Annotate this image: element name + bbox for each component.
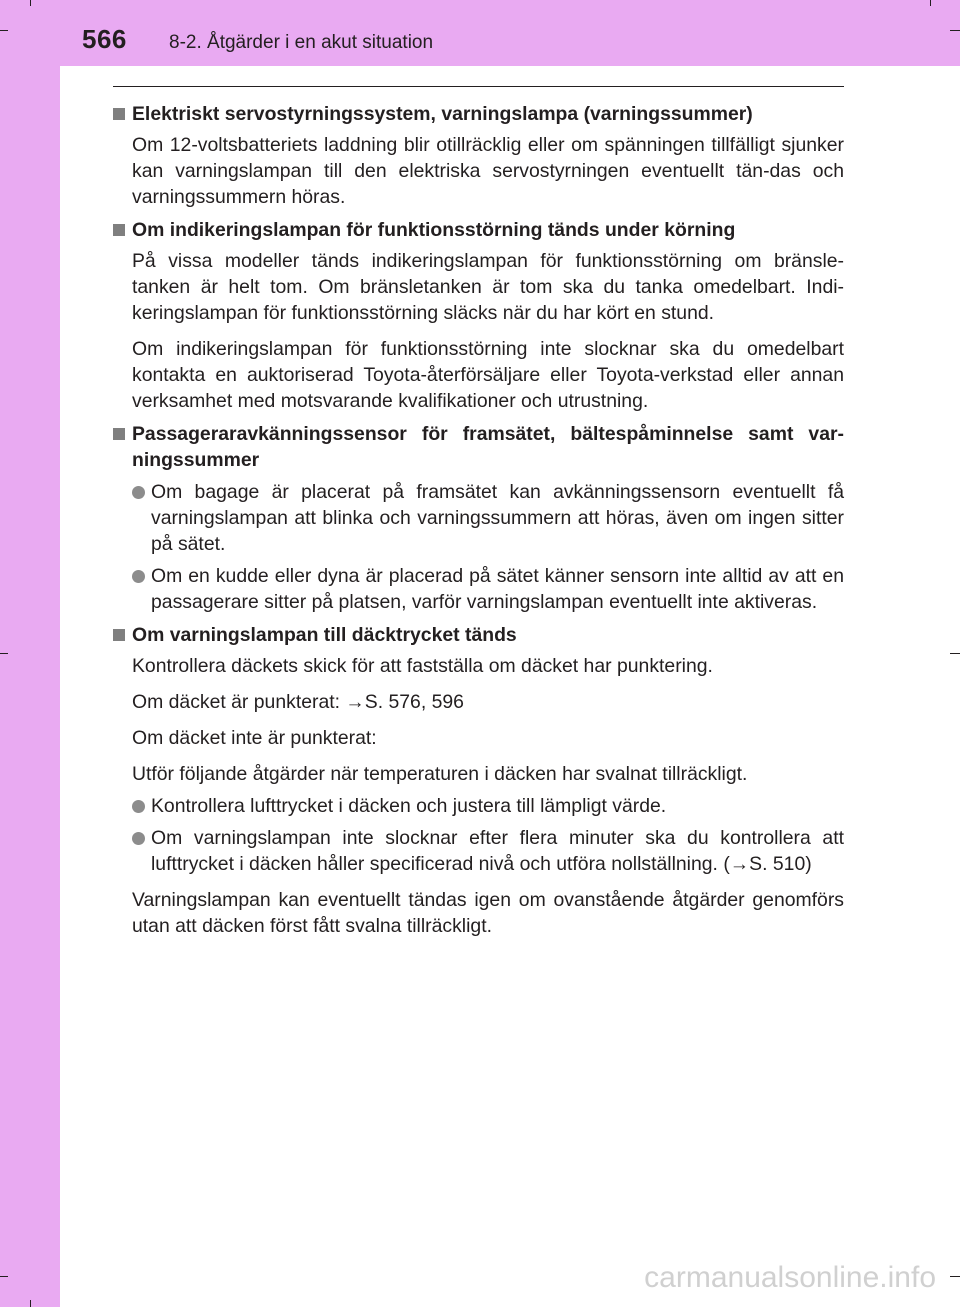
heading-text: Om indikeringslampan för funktionsstörning tänds under körning [132,219,736,241]
crop-mark [950,653,960,654]
round-bullet-icon [132,832,145,845]
watermark: carmanualsonline.info [644,1261,936,1294]
page-number: 566 [82,24,127,54]
paragraph: På vissa modeller tänds indikeringslampan för funktionsstörning om bränsle-tanken är helt tom. Om bränsletanken är tom ska du tanka omedelbart. Indi-keringslampan för funktionsstörning släcks när du har kört en stund. [132,250,844,324]
paragraph: Om däcket inte är punkterat: [132,727,377,749]
square-bullet-icon [113,629,125,641]
heading-text: Om varningslampan till däcktrycket tänds [132,624,517,646]
crop-mark [0,653,8,654]
square-bullet-icon [113,108,125,120]
crop-mark [0,1276,8,1277]
section-heading [111,421,844,473]
square-bullet-icon [113,428,125,440]
list-item [132,479,844,557]
crop-mark [30,1300,31,1307]
crop-mark [950,1276,960,1277]
section-heading [111,622,844,648]
page-content [111,94,844,939]
section-title: 8-2. Åtgärder i en akut situation [169,32,434,53]
list-item [132,793,844,819]
list-item-text: Kontrollera lufttrycket i däcken och justera till lämpligt värde. [151,795,667,817]
list-item-text: Om en kudde eller dyna är placerad på sätet känner sensorn inte alltid av att en passagerare sitter på platsen, varför varningslampan eventuellt inte aktiveras. [151,565,844,613]
crop-mark [0,30,8,31]
square-bullet-icon [113,224,125,236]
paragraph: Utför följande åtgärder när temperaturen i däcken har svalnat tillräckligt. [132,763,748,785]
round-bullet-icon [132,570,145,583]
crop-mark [30,0,31,6]
section-heading [111,217,844,243]
left-margin-band [0,0,60,1307]
heading-text: Passageraravkänningssensor för framsätet, bältespåminnelse samt var-ningssummer [132,423,844,471]
list-item [132,563,844,615]
closing-paragraph: Varningslampan kan eventuellt tändas igen om ovanstående åtgärder genomförs utan att däcken först fått svalna tillräckligt. [132,889,844,937]
list-item-text: Om bagage är placerat på framsätet kan avkänningssensorn eventuellt få varningslampan att blinka och varningssummern att höras, även om ingen sitter på sätet. [151,481,844,555]
crop-mark [950,30,960,31]
paragraph: Om däcket är punkterat: →S. 576, 596 [132,691,464,713]
paragraph: Om indikeringslampan för funktionsstörning inte slocknar ska du omedelbart kontakta en auktoriserad Toyota-återförsäljare eller Toyota-verkstad eller annan verksamhet med motsvarande kvalifikationer och utrustning. [132,338,844,412]
crop-mark [930,0,931,6]
list-item [132,825,844,877]
heading-text: Elektriskt servostyrningssystem, varningslampa (varningssummer) [132,103,753,125]
header-rule [113,86,844,87]
section-heading [111,101,844,127]
paragraph: Kontrollera däckets skick för att fastställa om däcket har punktering. [132,655,713,677]
paragraph: Om 12-voltsbatteriets laddning blir otillräcklig eller om spänningen tillfälligt sjunker kan varningslampan till den elektriska servostyrningen eventuellt tän-das och varningssummern höras. [132,134,844,208]
round-bullet-icon [132,486,145,499]
list-item-text: Om varningslampan inte slocknar efter flera minuter ska du kontrollera att lufttrycket i däcken håller specificerad nivå och utföra nollställning. (→S. 510) [151,827,844,875]
round-bullet-icon [132,800,145,813]
